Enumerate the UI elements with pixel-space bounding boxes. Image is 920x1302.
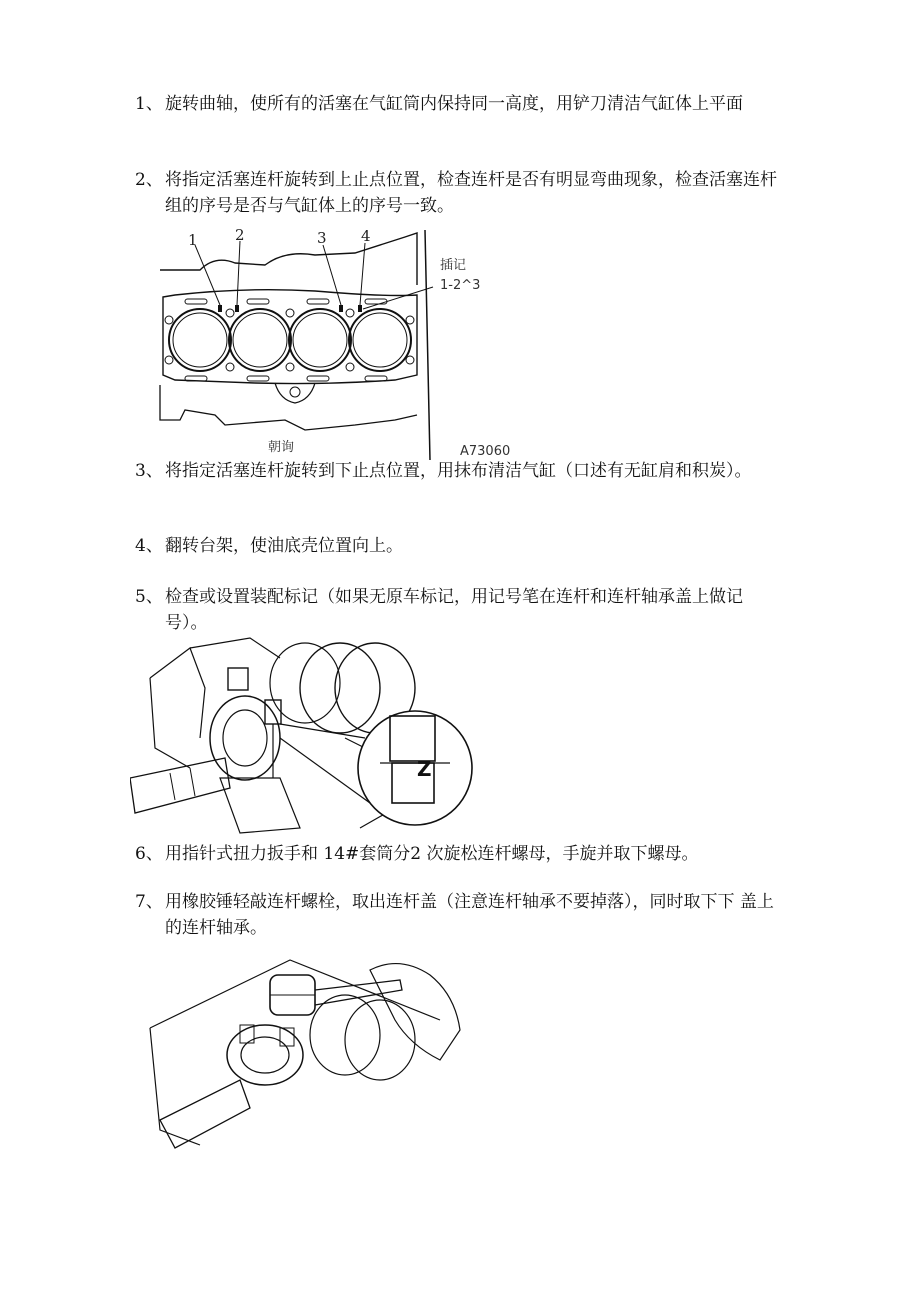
rod-cap-removal-figure [140,950,470,1150]
step-1 [135,91,785,117]
step-text: 将指定活塞连杆旋转到下止点位置，用抹布清洁气缸（口述有无缸肩和积炭）。 [165,461,752,481]
figure-code: A73060 [460,444,511,459]
step-text: 翻转台架，使油底壳位置向上。 [165,536,403,556]
step-text: 检查或设置装配标记（如果无原车标记，用记号笔在连杆和连杆轴承盖上做记号）。 [165,587,743,633]
step-4 [135,533,785,559]
callout-4: 4 [361,227,371,245]
callout-3: 3 [317,229,327,247]
callout-2: 2 [235,226,245,244]
step-number: 7、 [135,892,163,912]
step-3 [135,458,785,484]
step-number: 2、 [135,170,163,190]
connecting-rod-mark-figure [130,628,480,838]
rod-cap-removal-drawing [140,950,470,1150]
step-2 [135,167,785,219]
step-text: 用橡胶锤轻敲连杆螺栓，取出连杆盖（注意连杆轴承不要掉落），同时取下下 盖上的连杆轴承。 [165,892,774,938]
mark-sequence: 1-2^3 [440,278,481,293]
step-number: 6、 [135,844,163,864]
step-7 [135,889,785,941]
step-6 [135,841,785,867]
step-number: 5、 [135,587,163,607]
step-text: 旋转曲轴，使所有的活塞在气缸筒内保持同一高度，用铲刀清洁气缸体上平面 [165,94,743,114]
mark-label: 插记 [440,258,467,273]
connecting-rod-drawing [130,628,480,838]
step-number: 1、 [135,94,163,114]
assembly-mark-glyph: Z [417,757,432,781]
step-number: 4、 [135,536,163,556]
step-number: 3、 [135,461,163,481]
cylinder-block-figure [155,225,525,460]
cylinder-block-drawing [155,225,525,460]
bottom-label: 朝询 [268,440,295,455]
step-text: 用指针式扭力扳手和 14#套筒分2 次旋松连杆螺母，手旋并取下螺母。 [165,844,699,864]
callout-1: 1 [188,231,198,249]
step-text: 将指定活塞连杆旋转到上止点位置，检查连杆是否有明显弯曲现象，检查活塞连杆组的序号是否与气缸体上的序号一致。 [165,170,777,216]
